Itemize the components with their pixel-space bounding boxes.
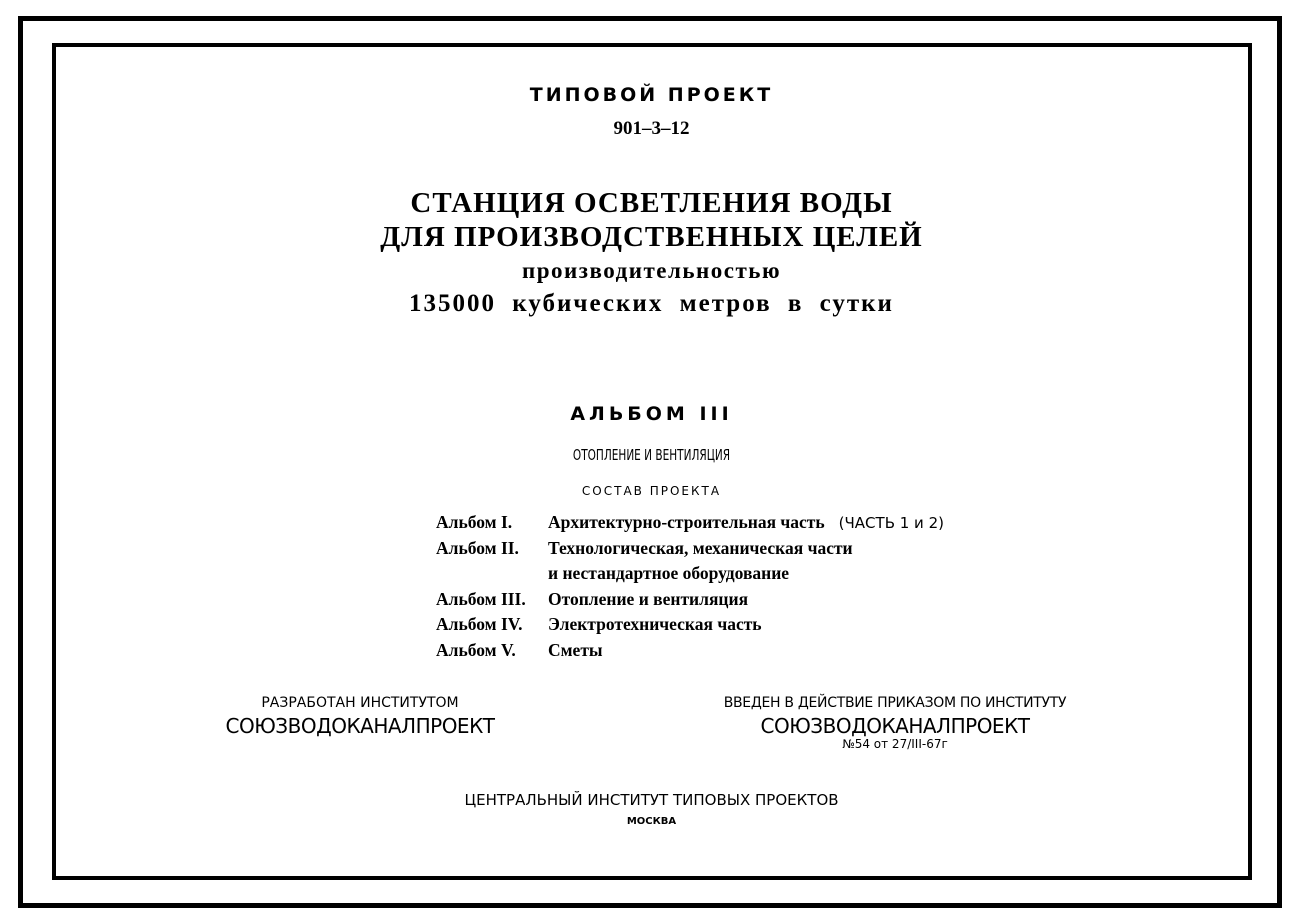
album-item-label: Альбом I. <box>436 512 513 532</box>
introduced-label: ВВЕДЕН В ДЕЙСТВИЕ ПРИКАЗОМ ПО ИНСТИТУТУ <box>723 695 1067 711</box>
album-item-label: Альбом IV. <box>436 614 523 634</box>
album-list-item <box>436 612 944 638</box>
album-item-text: Электротехническая часть <box>548 614 762 634</box>
introduced-org: СОЮЗВОДОКАНАЛПРОЕКТ <box>760 714 1030 738</box>
album-item-text: и нестандартное оборудование <box>548 563 790 583</box>
album-item-text: Технологическая, механическая части <box>548 537 853 558</box>
title-line-3: производительностью <box>521 258 782 283</box>
introduced-order: №54 от 27/III-67г <box>842 737 948 751</box>
album-item-label: Альбом V. <box>436 639 516 660</box>
album-title: АЛЬБОМ III <box>570 403 733 425</box>
album-item-note: (ЧАСТЬ 1 и 2) <box>838 514 944 532</box>
album-item-label: Альбом II. <box>436 537 519 558</box>
title-line-1: СТАНЦИЯ ОСВЕТЛЕНИЯ ВОДЫ <box>410 187 893 219</box>
album-list-item <box>436 510 944 536</box>
title-line-4: 135000 кубических метров в сутки <box>409 290 894 317</box>
album-item-text: Архитектурно-строительная часть <box>548 512 825 532</box>
contents-heading: СОСТАВ ПРОЕКТА <box>581 484 722 498</box>
album-item-text: Отопление и вентиляция <box>548 588 749 609</box>
album-subject: ОТОПЛЕНИЕ И ВЕНТИЛЯЦИЯ <box>572 446 731 464</box>
project-number: 901–3–12 <box>613 118 690 139</box>
project-type: ТИПОВОЙ ПРОЕКТ <box>529 84 774 106</box>
city: МОСКВА <box>626 816 677 827</box>
developer-label: РАЗРАБОТАН ИНСТИТУТОМ <box>261 695 459 711</box>
album-list-item <box>436 536 944 562</box>
central-institute: ЦЕНТРАЛЬНЫЙ ИНСТИТУТ ТИПОВЫХ ПРОЕКТОВ <box>464 791 839 809</box>
album-list <box>436 510 944 663</box>
album-list-item-continuation <box>436 561 944 587</box>
album-list-item <box>436 587 944 613</box>
album-item-label: Альбом III. <box>436 588 526 609</box>
album-item-text: Сметы <box>548 639 603 660</box>
developer-org: СОЮЗВОДОКАНАЛПРОЕКТ <box>225 714 495 738</box>
album-list-item <box>436 638 944 664</box>
title-line-2: ДЛЯ ПРОИЗВОДСТВЕННЫХ ЦЕЛЕЙ <box>380 221 923 253</box>
